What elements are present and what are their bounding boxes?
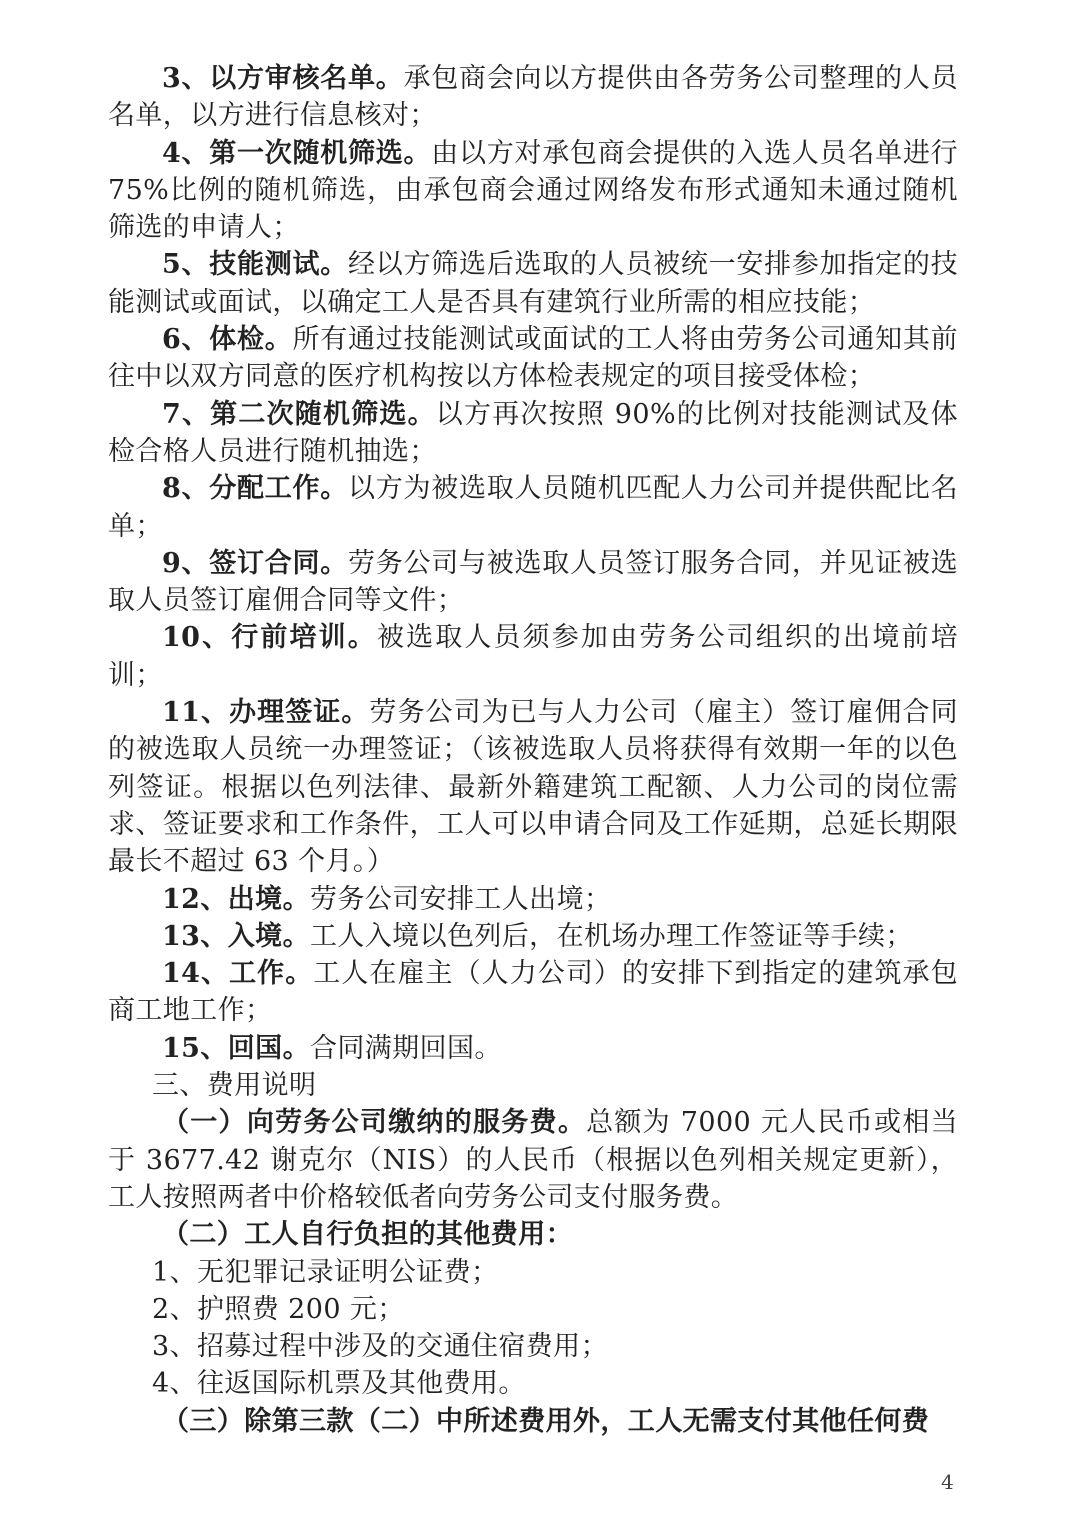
paragraph-step-10 [108,619,958,694]
paragraph-step-6 [108,321,958,396]
paragraph-step-14 [108,955,958,1030]
paragraph-step-7 [108,396,958,471]
step-heading: 3、以方审核名单。 [162,63,404,94]
step-text: 承包商会向以方提供由各劳务公司整理的人员名单，以方进行信息核对； [108,63,959,132]
paragraph-step-15 [108,1030,958,1067]
fee-item-1: 1、无犯罪记录证明公证费； [152,1256,499,1288]
step-heading: 10、行前培训。 [162,622,377,654]
step-heading: 8、分配工作。 [162,473,348,505]
section-title: 三、费用说明 [152,1070,317,1102]
page-number: 4 [941,1470,954,1494]
step-heading: 6、体检。 [162,324,293,356]
step-text: 劳务公司与被选取人员签订服务合同，并见证被选取人员签订雇佣合同等文件； [108,547,958,617]
paragraph-step-8 [108,470,958,545]
fee-item-2: 2、护照费 200 元； [152,1293,405,1325]
step-heading: 9、签订合同。 [162,547,348,579]
paragraph-step-4 [108,135,958,247]
fee-no-other-heading: （三）除第三款（二）中所述费用外，工人无需支付其他任何费 [162,1405,930,1437]
document-body [108,60,958,1440]
fee-service-text: 总额为 7000 元人民币或相当于 3677.42 谢克尔（NIS）的人民币（根据以色列相关规定更新），工人按照两者中价格较低者向劳务公司支付服务费。 [108,1107,958,1213]
step-text: 被选取人员须参加由劳务公司组织的出境前培训； [108,622,958,691]
fee-other-heading: （二）工人自行负担的其他费用： [162,1219,573,1251]
step-text: 由以方对承包商会提供的入选人员名单进行 75%比例的随机筛选，由承包商会通过网络发布形式通知未通过随机筛选的申请人； [108,137,958,244]
paragraph-step-5 [108,246,958,321]
step-text: 以方为被选取人员随机匹配人力公司并提供配比名单； [108,473,958,542]
step-text: 以方再次按照 90%的比例对技能测试及体检合格人员进行随机抽选； [108,398,958,467]
step-heading: 7、第二次随机筛选。 [162,398,436,430]
step-heading: 11、办理签证。 [162,697,370,729]
paragraph-step-11 [108,694,958,880]
paragraph-step-12 [108,881,958,918]
step-text: 工人在雇主（人力公司）的安排下到指定的建筑承包商工地工作； [108,958,958,1027]
step-text: 合同满期回国。 [309,1032,502,1064]
step-text: 劳务公司为已与人力公司（雇主）签订雇佣合同的被选取人员统一办理签证；（该被选取人员将获得有效期一年的以色列签证。根据以色列法律、最新外籍建筑工配额、人力公司的岗位需求、签证要求和工作条件，工人可以申请合同及工作延期，总延长期限最长不超过 63 个月。） [108,697,958,878]
fee-service-paragraph [108,1104,958,1216]
step-heading: 15、回国。 [162,1032,310,1064]
step-heading: 13、入境。 [162,920,310,952]
step-text: 所有通过技能测试或面试的工人将由劳务公司通知其前往中以双方同意的医疗机构按以方体检表规定的项目接受体检； [108,324,958,393]
step-heading: 14、工作。 [162,958,314,990]
step-text: 工人入境以色列后，在机场办理工作签证等手续； [309,920,913,952]
paragraph-step-3 [108,60,958,135]
step-heading: 12、出境。 [162,883,310,915]
step-text: 劳务公司安排工人出境； [309,883,612,915]
fee-service-heading: （一）向劳务公司缴纳的服务费。 [162,1107,587,1139]
paragraph-step-9 [108,545,958,620]
step-heading: 5、技能测试。 [162,249,348,281]
step-heading: 4、第一次随机筛选。 [162,137,432,169]
paragraph-step-13 [108,918,958,955]
fee-item-3: 3、招募过程中涉及的交通住宿费用； [152,1331,608,1363]
fee-item-4: 4、往返国际机票及其他费用。 [152,1368,526,1400]
step-text: 经以方筛选后选取的人员被统一安排参加指定的技能测试或面试，以确定工人是否具有建筑行业所需的相应技能； [108,249,958,318]
